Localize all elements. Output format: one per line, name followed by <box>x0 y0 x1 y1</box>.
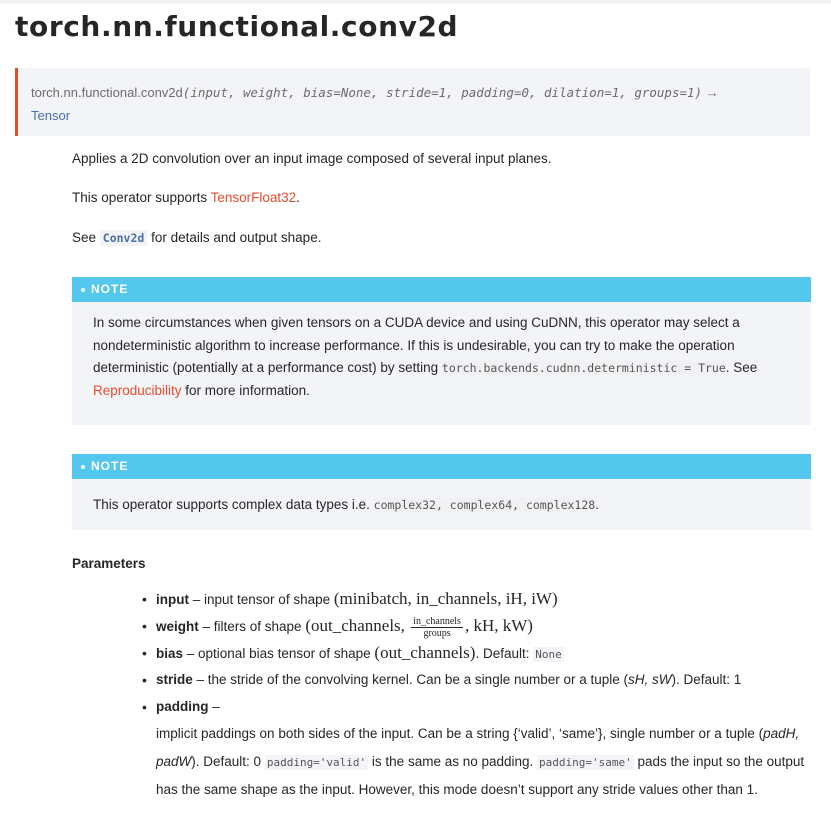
bullet-icon: • <box>142 618 147 634</box>
arrow-icon: → <box>705 85 719 100</box>
reproducibility-link[interactable]: Reproducibility <box>93 382 182 398</box>
description-line-2: This operator supports TensorFloat32. <box>72 190 300 205</box>
bullet-icon: • <box>142 591 147 607</box>
signature-params: input, weight, bias=None, stride=1, padding=0, dilation=1, groups=1 <box>190 85 695 100</box>
bullet-icon: • <box>142 699 147 715</box>
param-bias: • bias – optional bias tensor of shape (out_channels). Default: None <box>140 641 820 668</box>
padding-description: implicit paddings on both sides of the input. Can be a string {‘valid’, ‘same’}, single number or a tuple (padH, padW). Default: 0 padding='valid' is the same as no padding. padding='same' pads the input so the output has the same shape as the input. However, this mode doesn’t support any stride values other than 1. <box>156 726 805 797</box>
note-body: This operator supports complex data types i.e. complex32, complex64, complex128. <box>93 497 599 512</box>
signature-name: torch.nn.functional.conv2d <box>31 85 183 100</box>
padding-same-code: padding='same' <box>539 755 632 769</box>
description-line-1: Applies a 2D convolution over an input image composed of several input planes. <box>72 151 552 166</box>
channels-fraction: $\frac{\text{in\_channels}}{\text{groups}}$ <box>413 615 461 639</box>
note-box-complex <box>72 454 811 530</box>
param-stride: • stride – the stride of the convolving kernel. Can be a single number or a tuple (sH, sW). Default: 1 <box>140 668 820 695</box>
return-type-link[interactable]: Tensor <box>31 108 71 123</box>
note-body: In some circumstances when given tensors on a CUDA device and using CuDNN, this operator may select a nondeterministic algorithm to increase performance. If this is undesirable, you can try to make the operation deterministic (potentially at a performance cost) by setting torch.backends.cudnn.deterministic = True. See Reproducibility for more information. <box>93 315 758 398</box>
bullet-icon <box>81 465 85 469</box>
padding-valid-code: padding='valid' <box>266 755 367 769</box>
note-header: NOTE <box>72 454 811 479</box>
function-signature: torch.nn.functional.conv2d(input, weight, bias=None, stride=1, padding=0, dilation=1, groups=1) → Tensor <box>15 68 810 136</box>
note-header: NOTE <box>72 277 811 302</box>
complex-types-code: complex32, complex64, complex128 <box>373 498 596 512</box>
bullet-icon <box>81 288 85 292</box>
bullet-icon: • <box>142 672 147 688</box>
parameters-heading: Parameters <box>72 556 146 571</box>
page-title: torch.nn.functional.conv2d <box>15 10 459 43</box>
top-border <box>0 0 831 4</box>
bias-default: None <box>535 648 562 661</box>
bullet-icon: • <box>142 645 147 661</box>
param-input: • input – input tensor of shape (minibatch, in_channels, iH, iW) <box>142 589 558 608</box>
deterministic-code: torch.backends.cudnn.deterministic = True <box>441 361 726 375</box>
description-line-3: See Conv2d for details and output shape. <box>72 230 322 245</box>
param-weight: • weight – filters of shape (out_channels, $\frac{\text{in\_channels}}{\text{groups}}$ , kH, kW) <box>142 615 533 639</box>
parameters-list <box>140 588 820 719</box>
input-shape: (minibatch, in_channels, iH, iW) <box>333 589 558 608</box>
tensorfloat32-link[interactable]: TensorFloat32 <box>210 190 297 205</box>
conv2d-link[interactable]: Conv2d <box>100 230 148 246</box>
param-padding: • padding – <box>140 695 820 719</box>
note-box-cudnn <box>72 277 811 425</box>
